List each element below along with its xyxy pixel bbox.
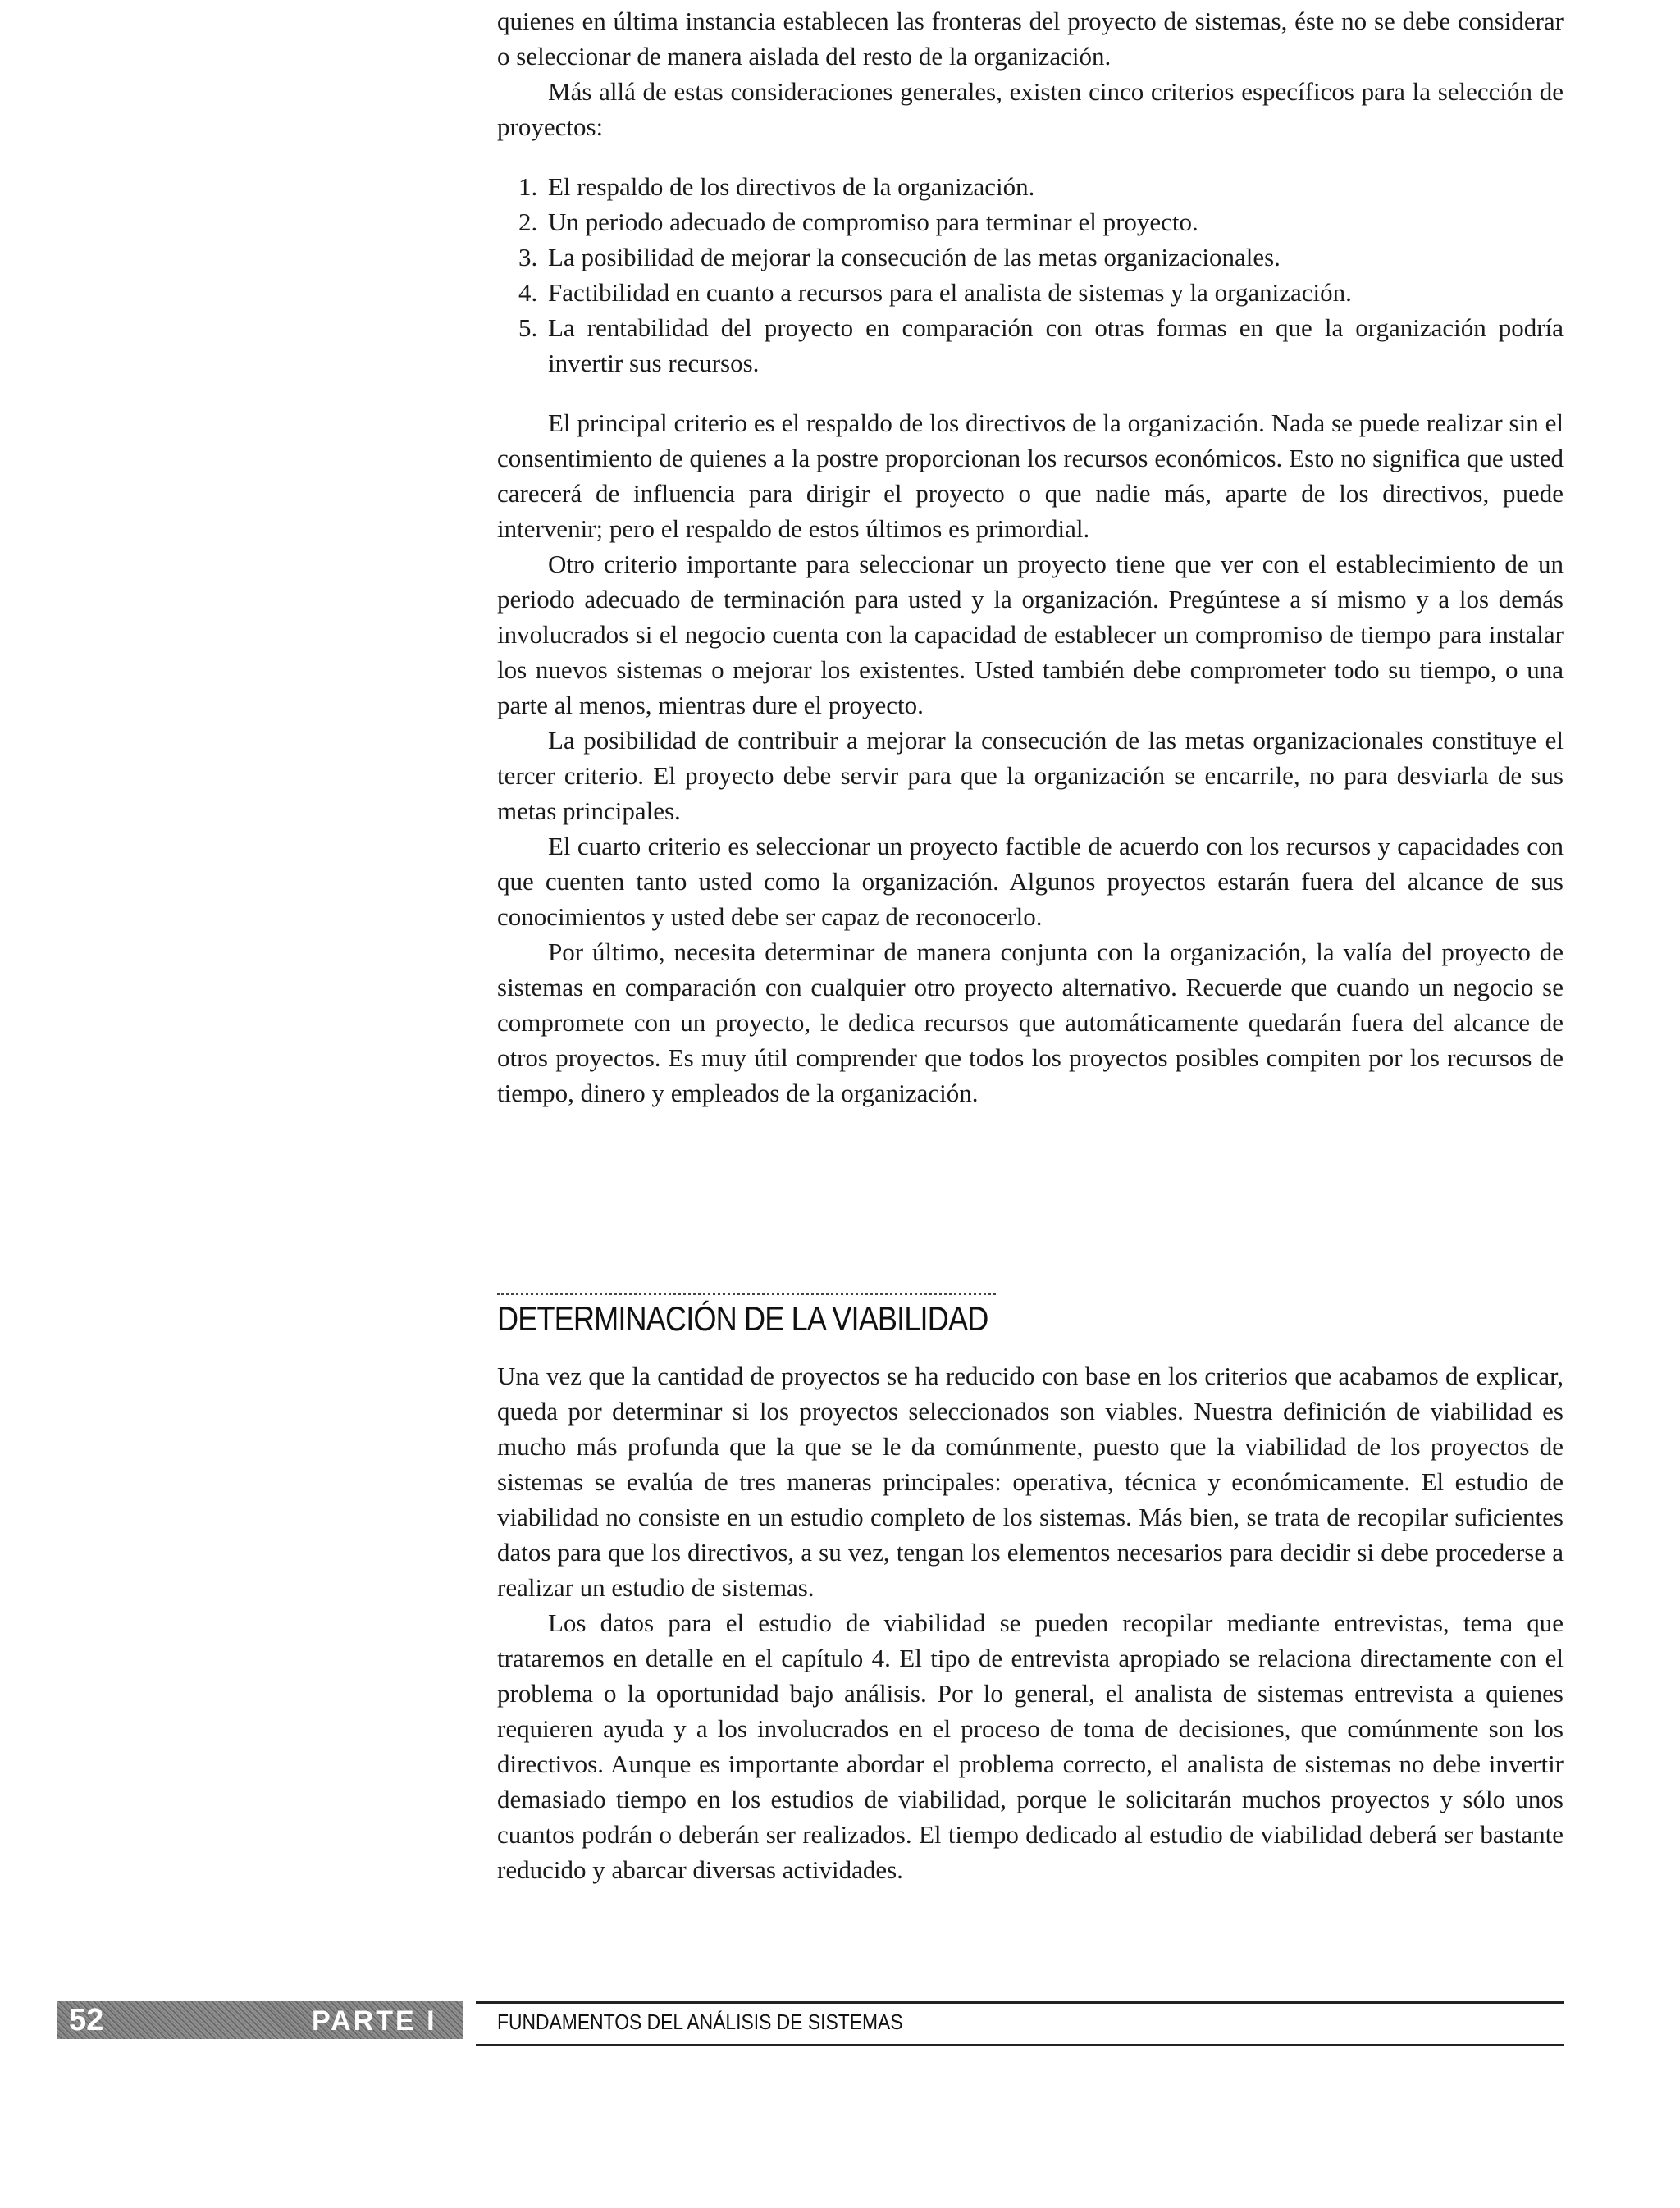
list-item-text: La rentabilidad del proyecto en comparación con otras formas en que la organización podría invertir sus recursos. [548,313,1564,377]
section-divider [497,1293,996,1295]
lower-text-column [497,1358,1564,1887]
paragraph: Por último, necesita determinar de manera conjunta con la organización, la valía del proyecto de sistemas en comparación con cualquier otro proyecto alternativo. Recuerde que cuando un negocio se compromete con un proyecto, le dedica recursos que automáticamente quedarán fuera del alcance de otros proyectos. Es muy útil comprender que todos los proyectos posibles compiten por los recursos de tiempo, dinero y empleados de la organización. [497,937,1564,1107]
criteria-list [497,169,1564,381]
list-item-text: Factibilidad en cuanto a recursos para el analista de sistemas y la organización. [548,278,1352,307]
page-number: 52 [69,2003,104,2037]
paragraph: Otro criterio importante para seleccionar un proyecto tiene que ver con el establecimiento de un periodo adecuado de terminación para usted y la organización. Pregúntese a sí mismo y a los demás involucrados si el negocio cuenta con la capacidad de establecer un compromiso de tiempo para instalar los nuevos sistemas o mejorar los existentes. Usted también debe comprometer todo su tiempo, o una parte al menos, mientras dure el proyecto. [497,550,1564,719]
list-number: 5. [518,313,538,342]
paragraph: Una vez que la cantidad de proyectos se ha reducido con base en los criterios que acabamos de explicar, queda por determinar si los proyectos seleccionados son viables. Nuestra definición de viabilidad es mucho más profunda que la que se le da comúnmente, puesto que la viabilidad de los proyectos de sistemas se evalúa de tres maneras principales: operativa, técnica y económicamente. El estudio de viabilidad no consiste en un estudio completo de los sistemas. Más bien, se trata de recopilar suficientes datos para que los directivos, a su vez, tengan los elementos necesarios para decidir si debe procederse a realizar un estudio de sistemas. [497,1362,1564,1602]
part-label: PARTE I [312,2005,437,2037]
paragraph: quienes en última instancia establecen las fronteras del proyecto de sistemas, éste no se debe considerar o seleccionar de manera aislada del resto de la organización. [497,7,1564,71]
upper-text-column [497,3,1564,1111]
list-number: 4. [518,278,538,307]
list-item-text: La posibilidad de mejorar la consecución de las metas organizacionales. [548,243,1281,271]
list-number: 3. [518,243,538,271]
list-item [497,204,1564,240]
section-heading: DETERMINACIÓN DE LA VIABILIDAD [497,1299,988,1338]
list-item [497,169,1564,204]
list-number: 1. [518,172,538,201]
paragraph: El principal criterio es el respaldo de los directivos de la organización. Nada se puede realizar sin el consentimiento de quienes a la postre proporcionan los recursos económicos. Esto no significa que usted carecerá de influencia para dirigir el proyecto o que nadie más, aparte de los directivos, puede intervenir; pero el respaldo de estos últimos es primordial. [497,408,1564,543]
paragraph: La posibilidad de contribuir a mejorar la consecución de las metas organizacionales constituye el tercer criterio. El proyecto debe servir para que la organización se encarrile, no para desviarla de sus metas principales. [497,726,1564,825]
list-item-text: Un periodo adecuado de compromiso para terminar el proyecto. [548,208,1198,236]
paragraph: El cuarto criterio es seleccionar un proyecto factible de acuerdo con los recursos y capacidades con que cuenten tanto usted como la organización. Algunos proyectos estarán fuera del alcance de sus conocimientos y usted debe ser capaz de reconocerlo. [497,832,1564,931]
footer-rule-bottom [476,2044,1564,2046]
list-item [497,240,1564,275]
list-item [497,275,1564,310]
paragraph: Más allá de estas consideraciones generales, existen cinco criterios específicos para la selección de proyectos: [497,77,1564,141]
list-item-text: El respaldo de los directivos de la organización. [548,172,1035,201]
list-number: 2. [518,208,538,236]
list-item [497,310,1564,381]
paragraph: Los datos para el estudio de viabilidad se pueden recopilar mediante entrevistas, tema que trataremos en detalle en el capítulo 4. El tipo de entrevista apropiado se relaciona directamente con el problema o la oportunidad bajo análisis. Por lo general, el analista de sistemas entrevista a quienes requieren ayuda y a los involucrados en el proceso de toma de decisiones, que comúnmente son los directivos. Aunque es importante abordar el problema correcto, el analista de sistemas no debe invertir demasiado tiempo en los estudios de viabilidad, porque le solicitarán muchos proyectos y sólo unos cuantos podrán o deberán ser realizados. El tiempo dedicado al estudio de viabilidad deberá ser bastante reducido y abarcar diversas actividades. [497,1608,1564,1884]
running-footer-title: FUNDAMENTOS DEL ANÁLISIS DE SISTEMAS [497,2010,903,2034]
footer-rule-top [476,2001,1564,2004]
